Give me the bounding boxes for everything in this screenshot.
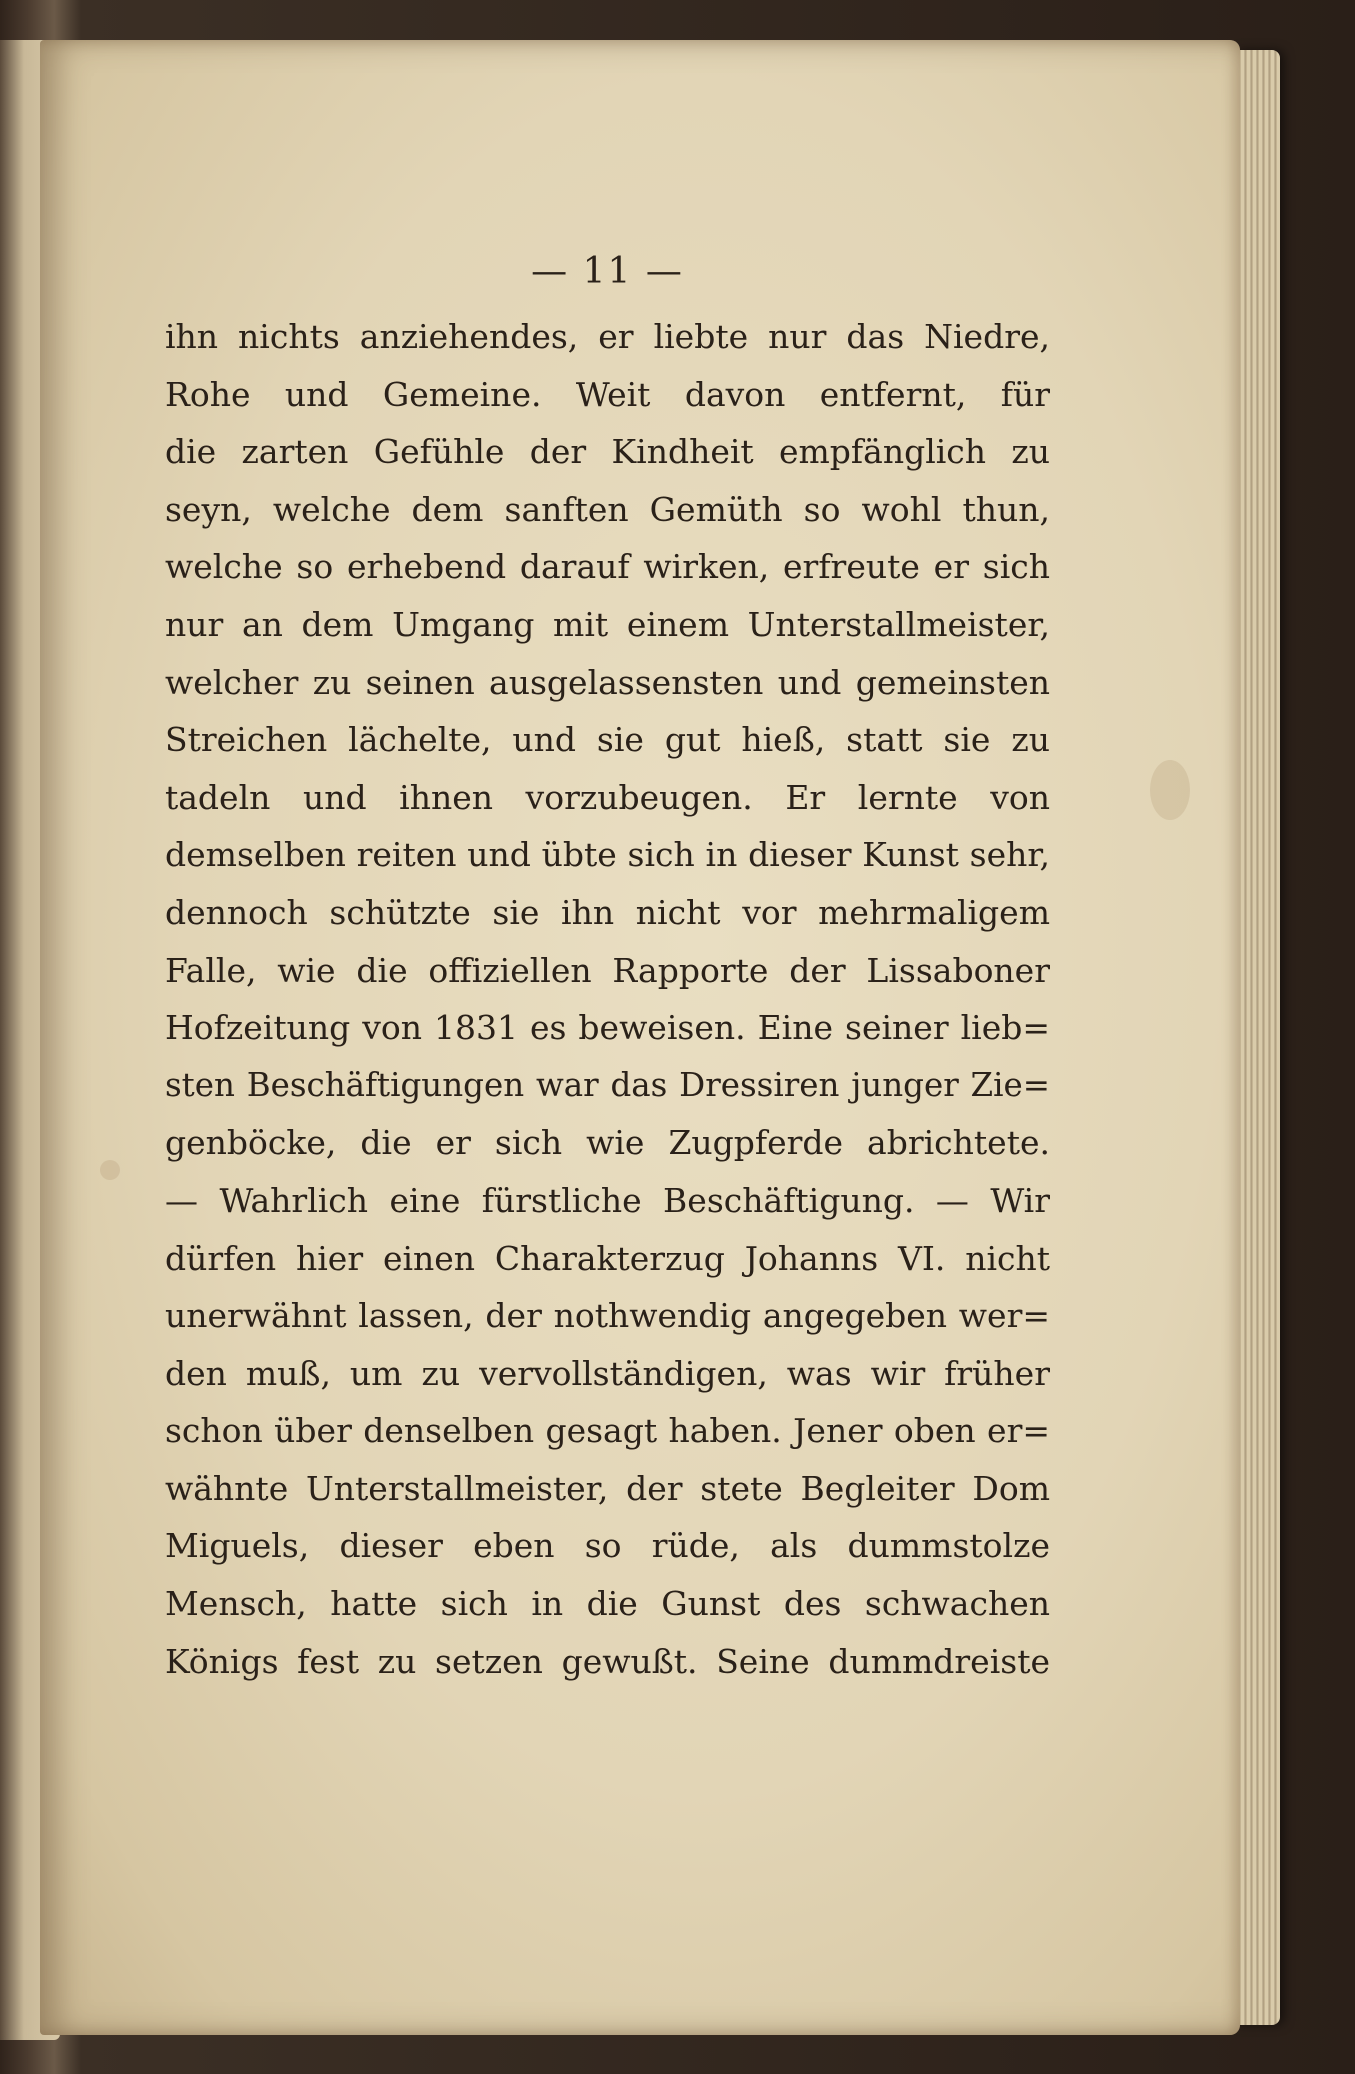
text-line: Falle, wie die offiziellen Rapporte der Lissaboner [165, 950, 1050, 990]
text-line: Königs fest zu setzen gewußt. Seine dummdreiste [165, 1641, 1050, 1681]
text-line: wähnte Unterstallmeister, der stete Begleiter Dom [165, 1468, 1050, 1508]
paper-stain [1150, 760, 1190, 820]
text-line: sten Beschäftigungen war das Dressiren junger Zie= [165, 1065, 1050, 1104]
page-stack-edge [1235, 50, 1280, 2025]
text-line: die zarten Gefühle der Kindheit empfänglich zu [165, 432, 1050, 472]
text-line: seyn, welche dem sanften Gemüth so wohl thun, [165, 489, 1050, 529]
text-line: dennoch schützte sie ihn nicht vor mehrmaligem [165, 892, 1050, 932]
text-line: ihn nichts anziehendes, er liebte nur das Niedre, [165, 317, 1050, 356]
text-line: Mensch, hatte sich in die Gunst des schwachen [165, 1584, 1050, 1624]
text-line: Miguels, dieser eben so rüde, als dummstolze [165, 1526, 1050, 1566]
text-line: Rohe und Gemeine. Weit davon entfernt, für [165, 374, 1050, 414]
text-line: den muß, um zu vervollständigen, was wir früher [165, 1353, 1050, 1393]
text-line: Streichen lächelte, und sie gut hieß, statt sie zu [165, 720, 1050, 760]
text-line: unerwähnt lassen, der nothwendig angegeben wer= [165, 1296, 1050, 1336]
text-line: nur an dem Umgang mit einem Unterstallmeister, [165, 604, 1050, 644]
text-line: Hofzeitung von 1831 es beweisen. Eine seiner lieb= [165, 1008, 1050, 1048]
text-line: demselben reiten und übte sich in dieser Kunst sehr, [165, 835, 1050, 875]
paper-stain [100, 1160, 120, 1180]
page-text [165, 250, 1050, 1690]
text-line: welcher zu seinen ausgelassensten und gemeinsten [165, 662, 1050, 702]
text-line: tadeln und ihnen vorzubeugen. Er lernte von [165, 777, 1050, 817]
text-line: schon über denselben gesagt haben. Jener oben er= [165, 1411, 1050, 1451]
text-line: genböcke, die er sich wie Zugpferde abrichtete. [165, 1123, 1050, 1163]
text-line: — Wahrlich eine fürstliche Beschäftigung. — Wir [165, 1180, 1050, 1220]
page-number: — 11 — [531, 251, 684, 292]
text-line: welche so erhebend darauf wirken, erfreute er sich [165, 547, 1050, 587]
text-line: dürfen hier einen Charakterzug Johanns VI. nicht [165, 1238, 1050, 1278]
